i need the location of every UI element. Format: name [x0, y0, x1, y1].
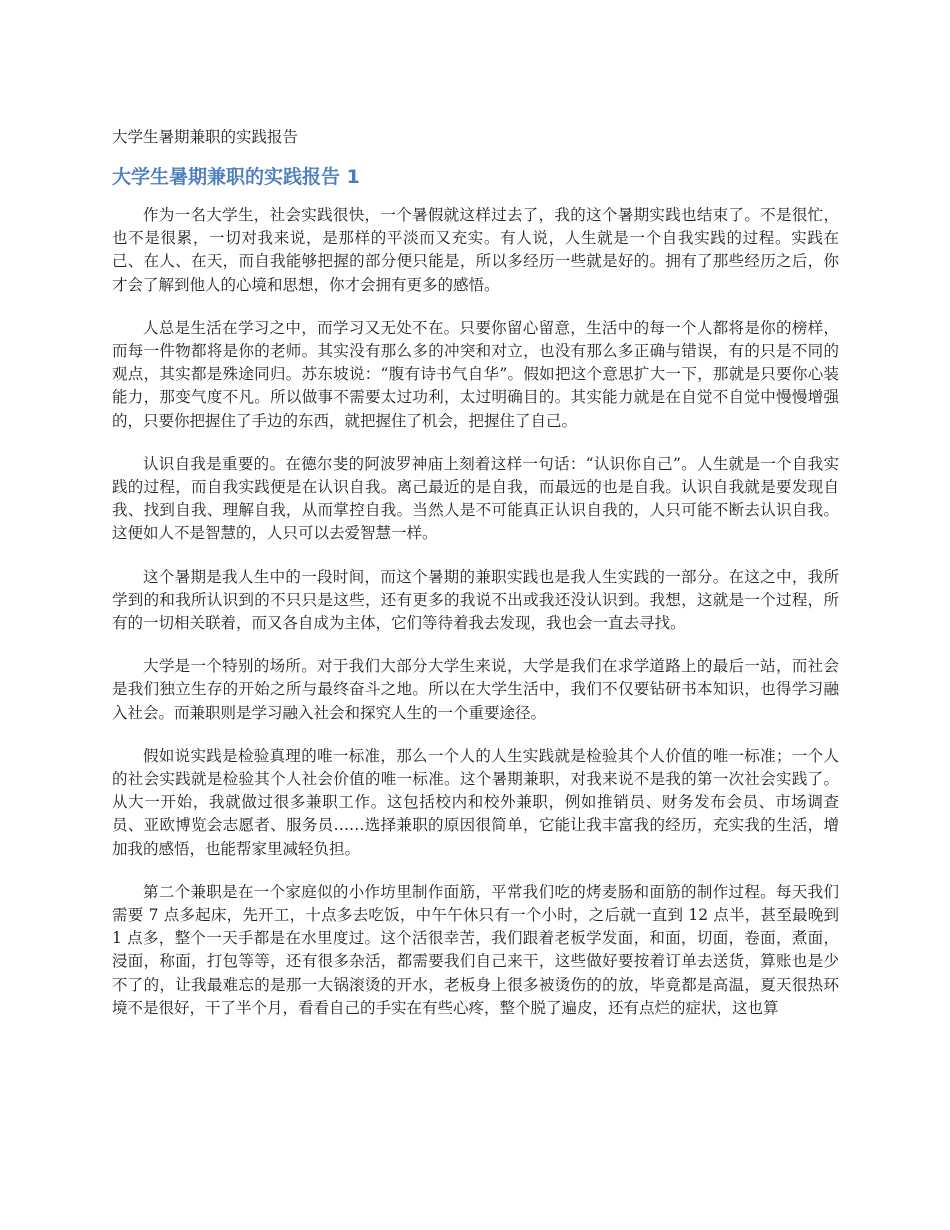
paragraph: 这个暑期是我人生中的一段时间，而这个暑期的兼职实践也是我人生实践的一部分。在这之中，我所学到的和我所认识到的不只只是这些，还有更多的我说不出或我还没认识到。我想，这就是一个过程，所有的一切相关联着，而又各自成为主体，它们等待着我去发现，我也会一直去寻找。: [112, 567, 839, 633]
paragraph: 作为一名大学生，社会实践很快，一个暑假就这样过去了，我的这个暑期实践也结束了。不是很忙，也不是很累，一切对我来说，是那样的平淡而又充实。有人说，人生就是一个自我实践的过程。实践在己、在人、在天，而自我能够把握的部分便只能是，所以多经历一些就是好的。拥有了那些经历之后，你才会了解到他人的心境和思想，你才会拥有更多的感悟。: [112, 206, 839, 294]
paragraph: 大学是一个特别的场所。对于我们大部分大学生来说，大学是我们在求学道路上的最后一站，而社会是我们独立生存的开始之所与最终奋斗之地。所以在大学生活中，我们不仅要钻研书本知识，也得学习融入社会。而兼职则是学习融入社会和探究人生的一个重要途径。: [112, 657, 839, 722]
paragraph: 人总是生活在学习之中，而学习又无处不在。只要你留心留意，生活中的每一个人都将是你的榜样，而每一件物都将是你的老师。其实没有那么多的冲突和对立，也没有那么多正确与错误，有的只是不同的观点，其实都是殊途同归。苏东坡说：“腹有诗书气自华”。假如把这个意思扩大一下，那就是只要你心装能力，那变气度不凡。所以做事不需要太过功利，太过明确目的。其实能力就是在自觉不自觉中慢慢增强的，只要你把握住了手边的东西，就把握住了机会，把握住了自己。: [112, 318, 839, 430]
paragraph: 假如说实践是检验真理的唯一标准，那么一个人的人生实践就是检验其个人价值的唯一标准；一个人的社会实践就是检验其个人社会价值的唯一标准。这个暑期兼职，对我来说不是我的第一次社会实践了。从大一开始，我就做过很多兼职工作。这包括校内和校外兼职，例如推销员、财务发布会员、市场调查员、亚欧博览会志愿者、服务员……选择兼职的原因很简单，它能让我丰富我的经历，充实我的生活，增加我的感悟，也能帮家里减轻负担。: [112, 746, 839, 858]
paragraph: 第二个兼职是在一个家庭似的小作坊里制作面筋，平常我们吃的烤麦肠和面筋的制作过程。每天我们需要 7 点多起床，先开工，十点多去吃饭，中午午休只有一个小时，之后就一直到 12 点半，甚至最晚到 1 点多，整个一天手都是在水里度过。这个活很幸苦，我们跟着老板学发面，和面，切面，卷面，煮面，浸面，称面，打包等等，还有很多杂活，都需要我们自己来干，这些做好要按着订单去送货，算账也是少不了的，让我最难忘的是那一大锅滚烫的开水，老板身上很多被烫伤的的放，毕竟都是高温，夏天很热环境不是很好，干了半个月，看看自己的手实在有些心疼，整个脱了遍皮，还有点烂的症状，这也算: [112, 882, 839, 1017]
document-title: 大学生暑期兼职的实践报告: [112, 128, 299, 146]
document-body: [112, 204, 839, 1040]
paragraph: 认识自我是重要的。在德尔斐的阿波罗神庙上刻着这样一句话：“认识你自己”。人生就是一个自我实践的过程，而自我实践便是在认识自我。离己最近的是自我，而最远的也是自我。认识自我就是要发现自我、找到自我、理解自我，从而掌控自我。当然人是不可能真正认识自我的，人只可能不断去认识自我。这便如人不是智慧的，人只可以去爱智慧一样。: [112, 454, 839, 543]
section-heading: 大学生暑期兼职的实践报告 1: [112, 166, 360, 188]
